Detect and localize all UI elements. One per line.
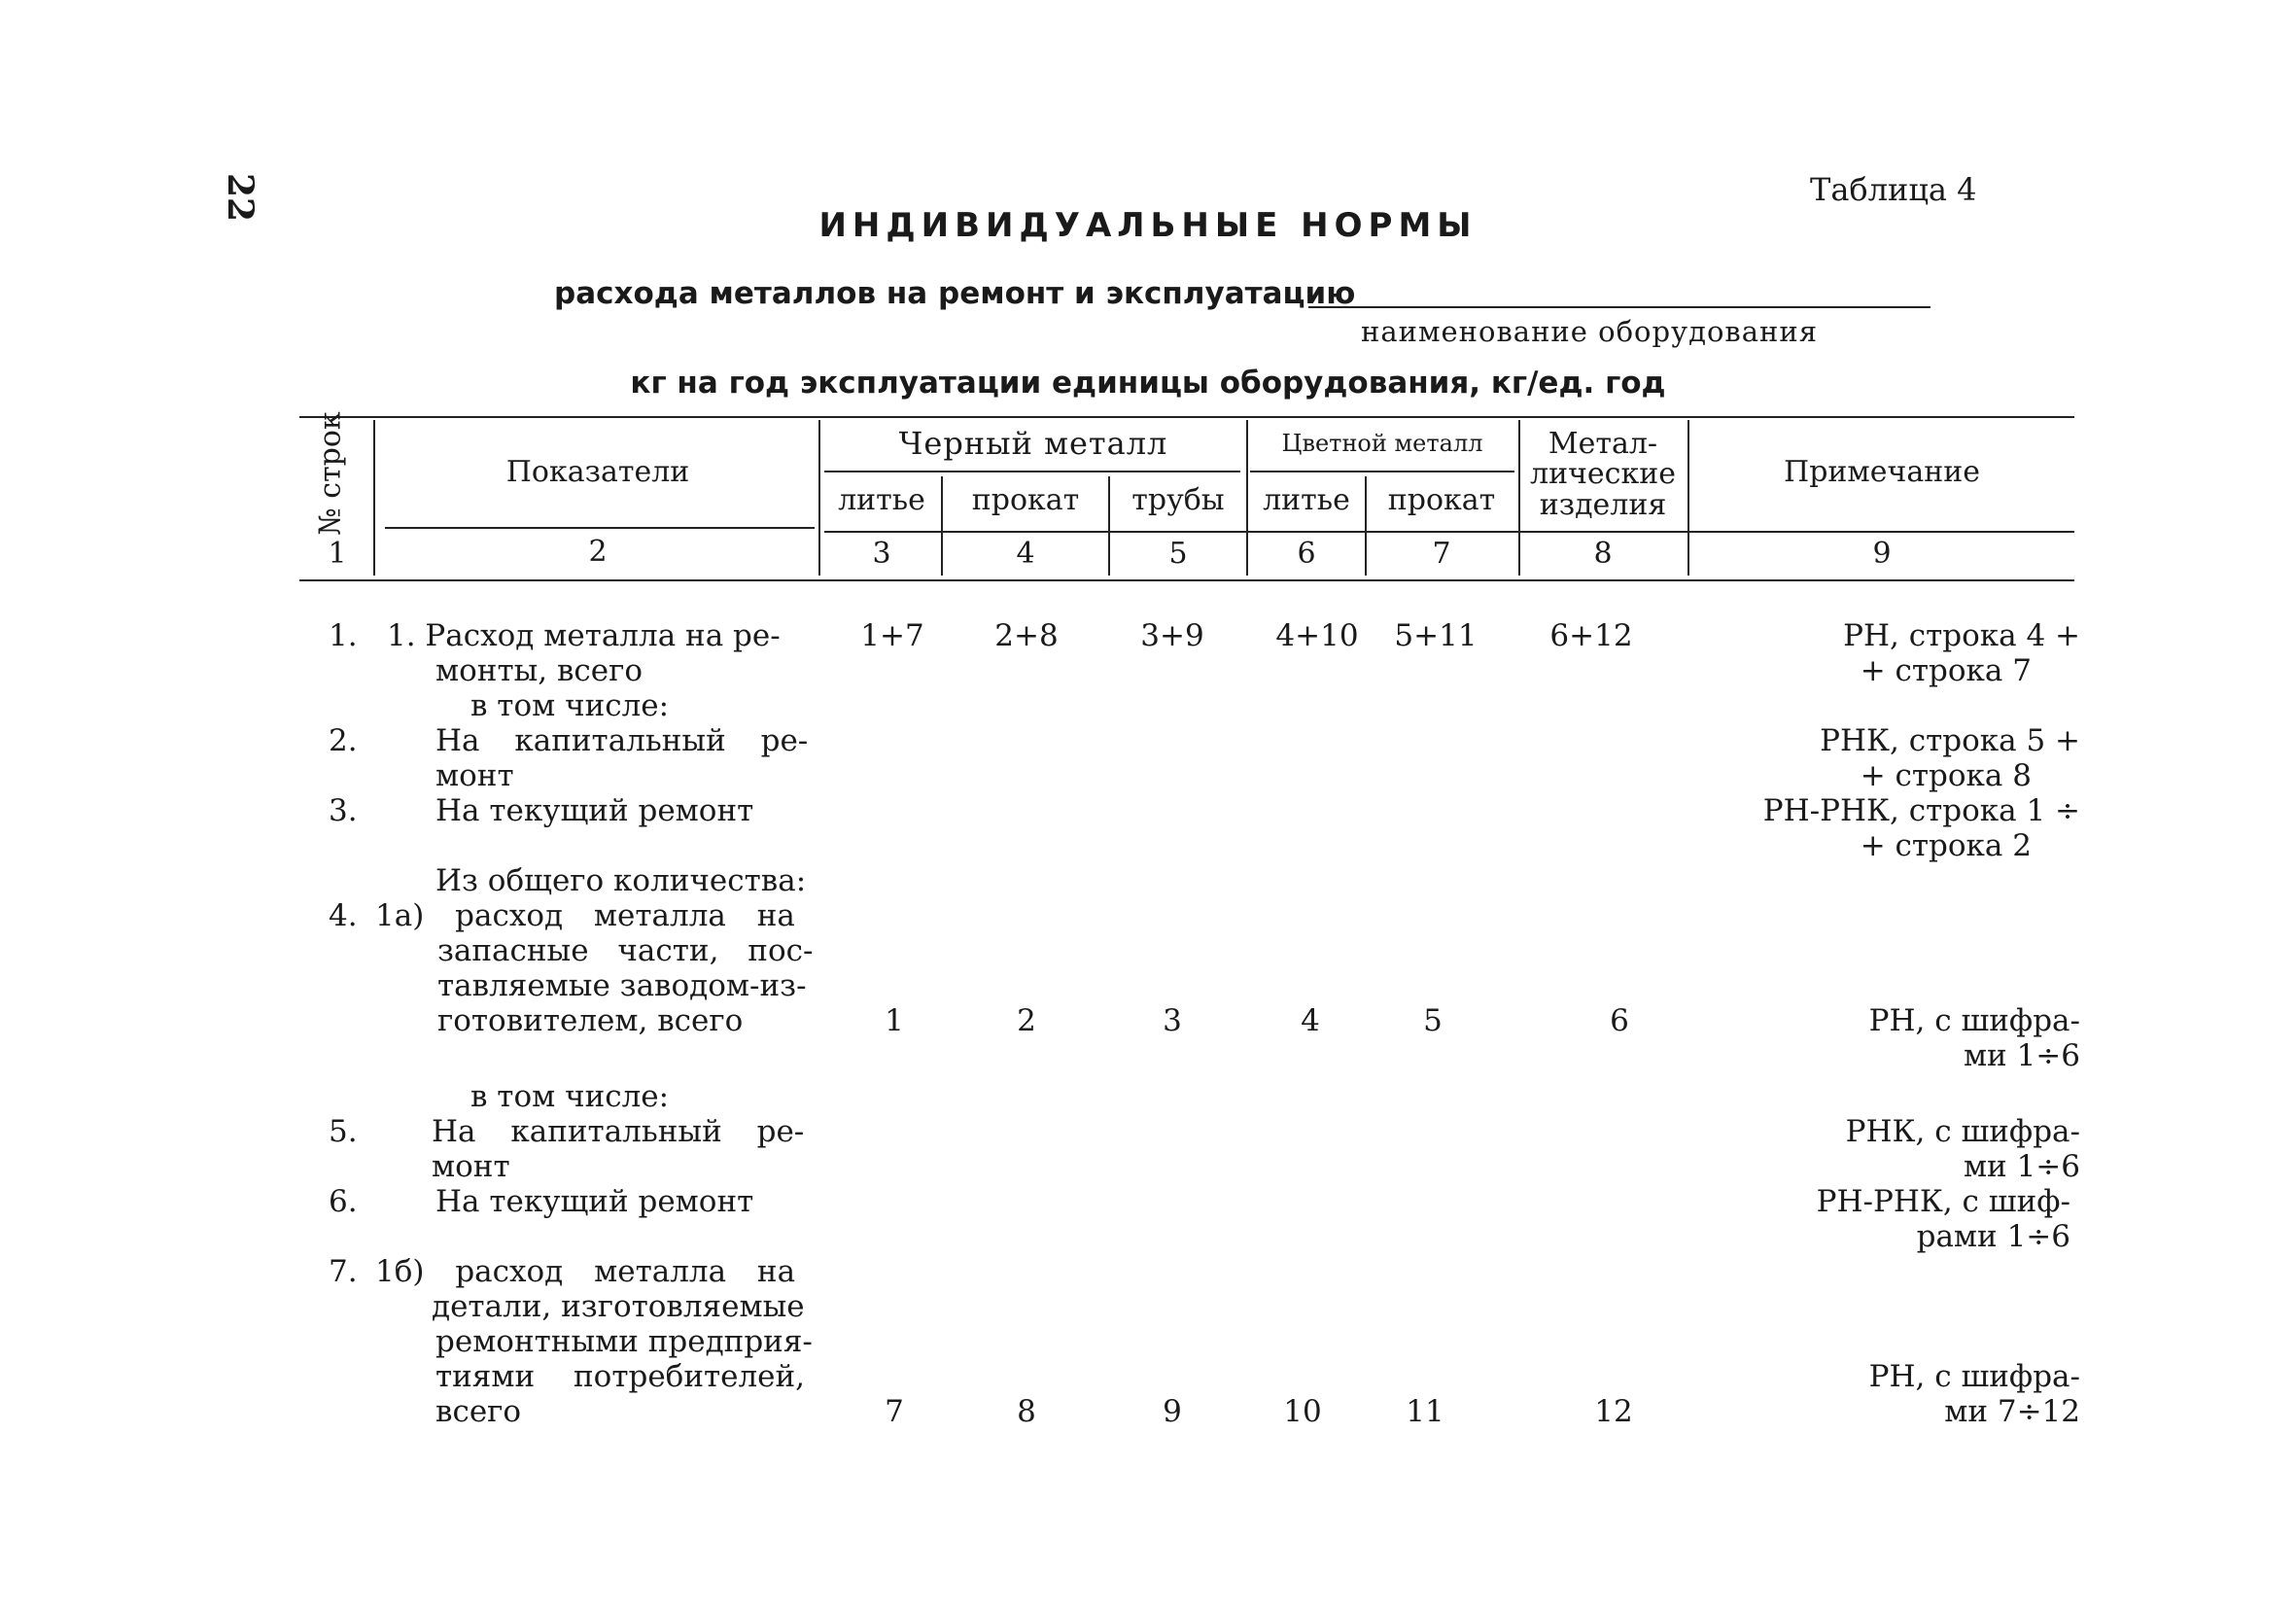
- header-note: Примечание: [1784, 455, 1980, 490]
- value-cell: 5+11: [1394, 618, 1478, 653]
- note-cell: РН, с шифра-: [1868, 1359, 2080, 1394]
- table-label: Таблица 4: [1810, 171, 1977, 208]
- row-text: На текущий ремонт: [435, 1184, 754, 1219]
- section-heading: Из общего количества:: [435, 863, 807, 898]
- header-bottom-rule: [299, 579, 2074, 581]
- value-cell: 3+9: [1140, 618, 1204, 653]
- column-number: 5: [1168, 537, 1188, 571]
- value-cell: 2+8: [994, 618, 1059, 653]
- row-text: ремонтными предприя-: [435, 1324, 813, 1359]
- column-number: 7: [1432, 537, 1451, 571]
- row-number: 2.: [329, 723, 358, 758]
- note-cell: РНК, с шифра-: [1845, 1114, 2080, 1149]
- row-text: монты, всего: [435, 653, 644, 688]
- note-cell: + строка 8: [1860, 758, 2032, 793]
- row-number: 4.: [329, 898, 358, 933]
- column-number: 4: [1016, 537, 1035, 571]
- column-number: 9: [1872, 537, 1892, 571]
- note-cell: ми 7÷12: [1944, 1394, 2080, 1429]
- header-nonferrous-metal: Цветной металл: [1281, 430, 1483, 458]
- value-cell: 6: [1610, 1003, 1629, 1038]
- value-cell: 1+7: [860, 618, 924, 653]
- row-text: детали, изготовляемые: [432, 1289, 805, 1324]
- units-line: кг на год эксплуатации единицы оборудования, кг/ед. год: [630, 366, 1666, 401]
- header-indicators: Показатели: [505, 455, 690, 490]
- value-cell: 8: [1017, 1394, 1036, 1429]
- row-number: 5.: [329, 1114, 358, 1149]
- value-cell: 11: [1406, 1394, 1444, 1429]
- header-pipes: трубы: [1131, 483, 1225, 518]
- row-text: монт: [435, 758, 514, 793]
- value-cell: 12: [1594, 1394, 1633, 1429]
- header-metal-products-line: Метал-: [1548, 426, 1658, 461]
- column-number: 1: [328, 537, 347, 571]
- note-cell: РН-РНК, с шиф-: [1816, 1184, 2070, 1219]
- page-title: ИНДИВИДУАЛЬНЫЕ НОРМЫ: [818, 206, 1478, 245]
- row-number: 7.: [329, 1254, 358, 1289]
- row-text: в том числе:: [470, 688, 670, 723]
- note-cell: ми 1÷6: [1963, 1149, 2080, 1184]
- value-cell: 9: [1163, 1394, 1182, 1429]
- subtitle: расхода металлов на ремонт и эксплуатацию: [554, 276, 1356, 311]
- row-text: На капитальный ре-: [432, 1114, 805, 1149]
- note-cell: + строка 7: [1860, 653, 2032, 688]
- row-text: На текущий ремонт: [435, 793, 754, 828]
- page-number: 22: [220, 172, 261, 223]
- header-vrule: [818, 420, 820, 576]
- row-number: 6.: [329, 1184, 358, 1219]
- header-metal-products-line: лические: [1530, 457, 1676, 492]
- header-top-rule: [299, 416, 2074, 418]
- value-cell: 6+12: [1549, 618, 1633, 653]
- equipment-name-caption: наименование оборудования: [1361, 315, 1818, 348]
- note-cell: РН, строка 4 +: [1843, 618, 2080, 653]
- value-cell: 4+10: [1275, 618, 1359, 653]
- note-cell: РН, с шифра-: [1868, 1003, 2080, 1038]
- row-text: На капитальный ре-: [435, 723, 809, 758]
- header-ferrous-metal: Черный металл: [898, 425, 1168, 463]
- header-rolled: прокат: [971, 483, 1080, 518]
- row-text: запасные части, пос-: [437, 933, 814, 968]
- column-number: 2: [588, 535, 608, 569]
- header-vrule: [373, 420, 375, 576]
- subsection-heading: в том числе:: [470, 1079, 670, 1114]
- row-text: 1а) расход металла на: [375, 898, 795, 933]
- row-text: 1б) расход металла на: [375, 1254, 796, 1289]
- note-cell: РНК, строка 5 +: [1820, 723, 2080, 758]
- header-rolled-nonferrous: прокат: [1387, 483, 1496, 518]
- row-text: тиями потребителей,: [435, 1359, 806, 1394]
- header-casting-nonferrous: литье: [1263, 483, 1350, 518]
- header-sub-rule-nonferrous: [1250, 471, 1514, 472]
- value-cell: 1: [885, 1003, 904, 1038]
- row-text: монт: [432, 1149, 510, 1184]
- equipment-name-blank: [1308, 306, 1931, 308]
- value-cell: 3: [1163, 1003, 1182, 1038]
- header-sub-rule-indicators: [385, 527, 815, 529]
- header-sub-rule-ferrous: [824, 471, 1240, 472]
- value-cell: 5: [1423, 1003, 1443, 1038]
- header-casting: литье: [838, 483, 925, 518]
- row-text: тавляемые заводом-из-: [437, 968, 807, 1003]
- note-cell: + строка 2: [1860, 828, 2032, 863]
- note-cell: ми 1÷6: [1963, 1038, 2080, 1073]
- header-metal-products-line: изделия: [1539, 487, 1667, 522]
- row-text: всего: [435, 1394, 522, 1429]
- header-row-number: № строк: [313, 411, 348, 536]
- row-number: 1.: [329, 618, 358, 653]
- row-text: готовителем, всего: [437, 1003, 744, 1038]
- header-metal-products: [1520, 420, 1686, 529]
- column-number: 8: [1593, 537, 1613, 571]
- note-cell: РН-РНК, строка 1 ÷: [1762, 793, 2080, 828]
- row-number: 3.: [329, 793, 358, 828]
- value-cell: 10: [1283, 1394, 1322, 1429]
- value-cell: 4: [1301, 1003, 1320, 1038]
- header-sub-rule-cols: [824, 531, 2074, 533]
- column-number: 3: [872, 537, 891, 571]
- row-text: 1. Расход металла на ре-: [387, 618, 781, 653]
- column-number: 6: [1297, 537, 1316, 571]
- value-cell: 7: [885, 1394, 904, 1429]
- value-cell: 2: [1017, 1003, 1036, 1038]
- note-cell: рами 1÷6: [1916, 1219, 2070, 1254]
